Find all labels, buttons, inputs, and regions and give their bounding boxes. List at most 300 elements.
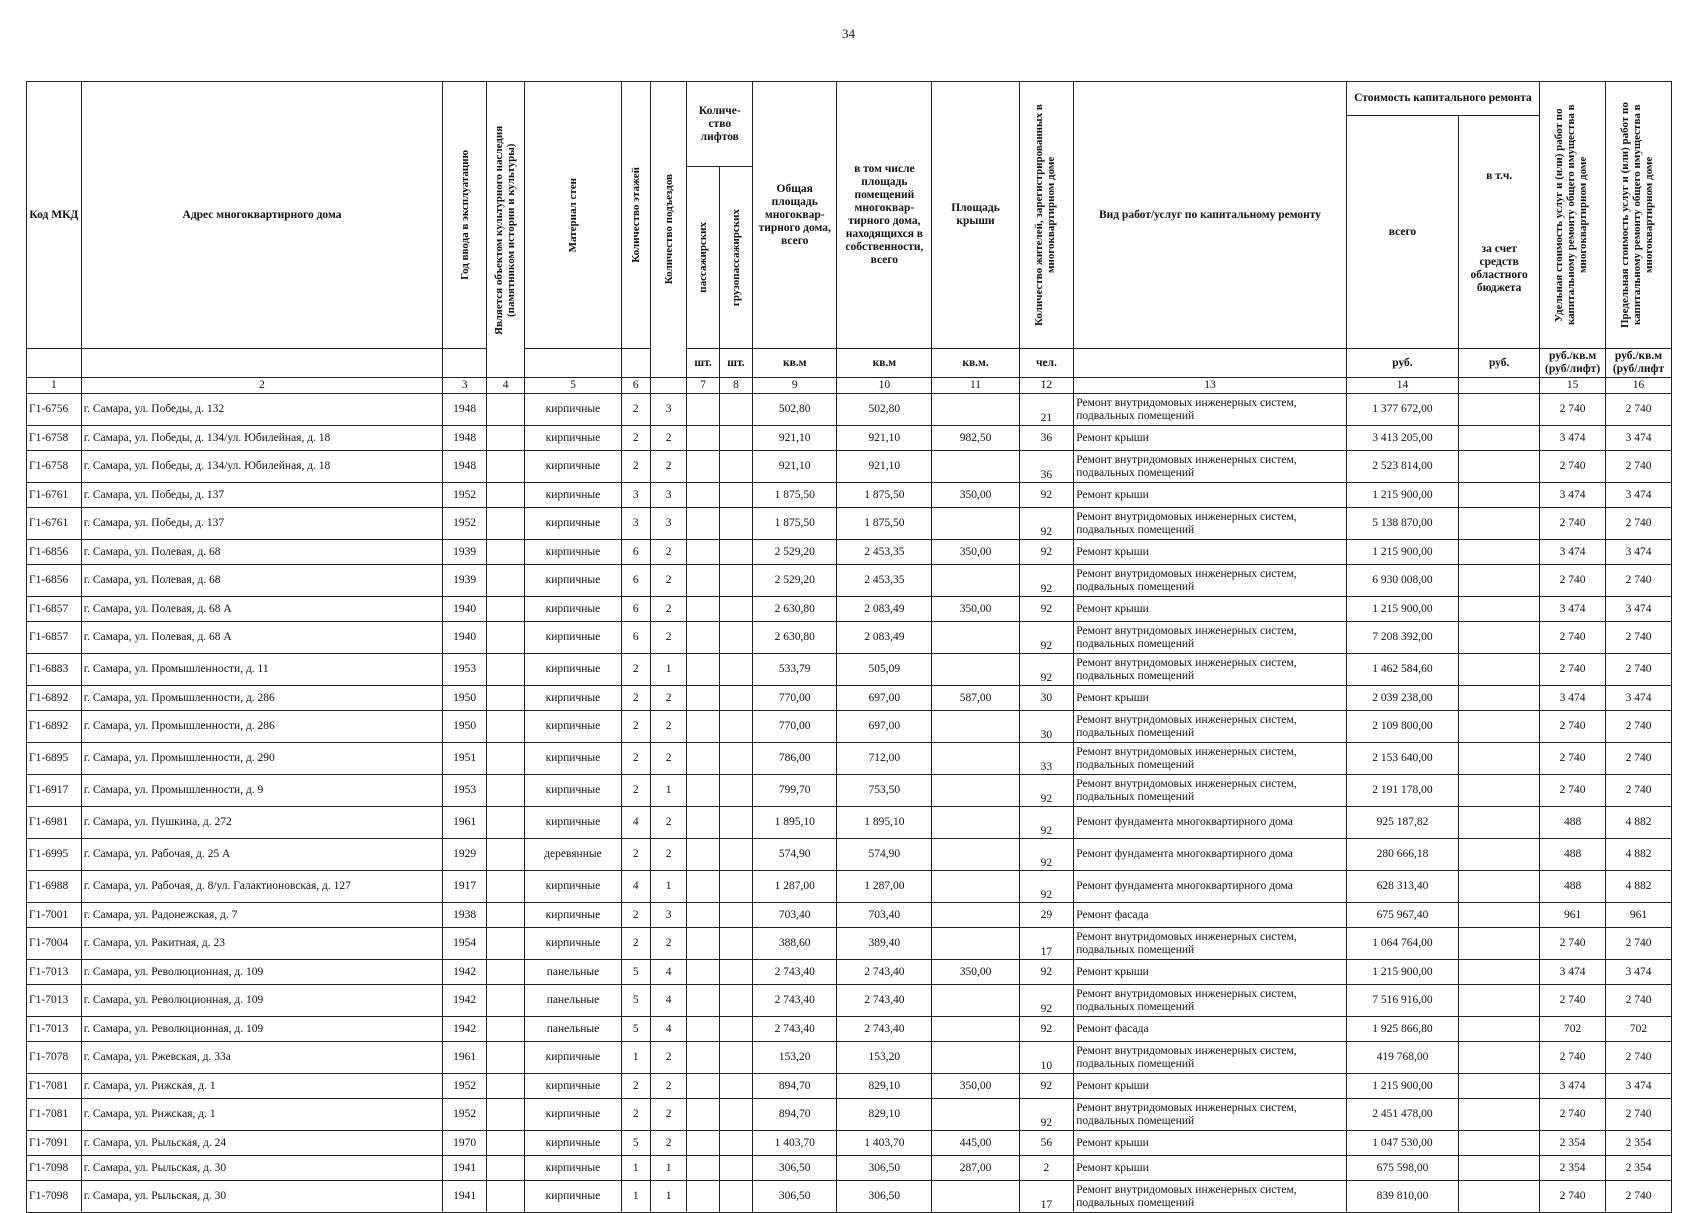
cell-code: Г1-6988 bbox=[27, 871, 82, 903]
cell-heritage bbox=[486, 1181, 524, 1213]
cell-cost-budget bbox=[1459, 960, 1540, 985]
cell-roof-area bbox=[932, 1099, 1019, 1131]
cell-area-owned: 2 743,40 bbox=[837, 1017, 932, 1042]
cell-cost-budget bbox=[1459, 903, 1540, 928]
unit-cost-total: руб. bbox=[1346, 349, 1458, 378]
table-row bbox=[27, 1099, 1672, 1131]
cell-year: 1953 bbox=[443, 775, 487, 807]
cell-heritage bbox=[486, 1017, 524, 1042]
cell-entrances: 2 bbox=[650, 839, 686, 871]
column-number bbox=[650, 378, 686, 394]
table-row bbox=[27, 394, 1672, 426]
cell-cost-total: 1 215 900,00 bbox=[1346, 960, 1458, 985]
cell-work-type: Ремонт фундамента многоквартирного дома bbox=[1074, 871, 1346, 903]
header-cost-incl: в т.ч. bbox=[1486, 169, 1513, 182]
cell-cost-budget bbox=[1459, 483, 1540, 508]
cell-area-owned: 1 875,50 bbox=[837, 483, 932, 508]
cell-lifts-cargo bbox=[719, 985, 752, 1017]
cell-floors: 2 bbox=[621, 903, 650, 928]
cell-unit-cost: 488 bbox=[1540, 839, 1606, 871]
cell-code: Г1-7081 bbox=[27, 1099, 82, 1131]
table-row bbox=[27, 743, 1672, 775]
cell-heritage bbox=[486, 565, 524, 597]
cell-limit-cost: 4 882 bbox=[1606, 839, 1672, 871]
table-row bbox=[27, 622, 1672, 654]
cell-residents: 21 bbox=[1019, 394, 1074, 426]
cell-unit-cost: 2 740 bbox=[1540, 743, 1606, 775]
cell-lifts-cargo bbox=[719, 686, 752, 711]
cell-entrances: 2 bbox=[650, 426, 686, 451]
cell-cost-budget bbox=[1459, 451, 1540, 483]
cell-residents: 92 bbox=[1019, 1074, 1074, 1099]
cell-residents: 30 bbox=[1019, 711, 1074, 743]
cell-year: 1961 bbox=[443, 1042, 487, 1074]
cell-unit-cost: 2 740 bbox=[1540, 565, 1606, 597]
cell-wall: кирпичные bbox=[525, 540, 621, 565]
cell-address: г. Самара, ул. Полевая, д. 68 bbox=[81, 540, 443, 565]
column-number bbox=[1459, 378, 1540, 394]
cell-residents: 2 bbox=[1019, 1156, 1074, 1181]
cell-cost-total: 6 930 008,00 bbox=[1346, 565, 1458, 597]
cell-lifts-pass bbox=[687, 622, 719, 654]
cell-heritage bbox=[486, 928, 524, 960]
cell-wall: кирпичные bbox=[525, 1131, 621, 1156]
column-number: 5 bbox=[525, 378, 621, 394]
cell-heritage bbox=[486, 483, 524, 508]
cell-cost-total: 419 768,00 bbox=[1346, 1042, 1458, 1074]
cell-cost-total: 628 313,40 bbox=[1346, 871, 1458, 903]
cell-entrances: 2 bbox=[650, 622, 686, 654]
cell-area-owned: 306,50 bbox=[837, 1156, 932, 1181]
cell-lifts-cargo bbox=[719, 1131, 752, 1156]
cell-work-type: Ремонт фундамента многоквартирного дома bbox=[1074, 839, 1346, 871]
cell-cost-total: 1 377 672,00 bbox=[1346, 394, 1458, 426]
cell-roof-area bbox=[932, 654, 1019, 686]
cell-work-type: Ремонт внутридомовых инженерных систем, подвальных помещений bbox=[1074, 1042, 1346, 1074]
unit-floors bbox=[621, 349, 650, 378]
cell-lifts-pass bbox=[687, 1074, 719, 1099]
column-number: 2 bbox=[81, 378, 443, 394]
cell-heritage bbox=[486, 1074, 524, 1099]
cell-roof-area bbox=[932, 1181, 1019, 1213]
cell-area-total: 2 743,40 bbox=[753, 960, 837, 985]
cell-area-owned: 389,40 bbox=[837, 928, 932, 960]
cell-entrances: 2 bbox=[650, 1099, 686, 1131]
cell-cost-total: 1 925 866,80 bbox=[1346, 1017, 1458, 1042]
cell-wall: кирпичные bbox=[525, 1042, 621, 1074]
cell-limit-cost: 702 bbox=[1606, 1017, 1672, 1042]
cell-floors: 2 bbox=[621, 394, 650, 426]
cell-limit-cost: 4 882 bbox=[1606, 871, 1672, 903]
cell-cost-budget bbox=[1459, 1042, 1540, 1074]
column-number: 4 bbox=[486, 378, 524, 394]
cell-lifts-cargo bbox=[719, 426, 752, 451]
cell-area-total: 894,70 bbox=[753, 1099, 837, 1131]
cell-code: Г1-7098 bbox=[27, 1181, 82, 1213]
header-cost-total: всего bbox=[1346, 116, 1458, 349]
unit-year bbox=[443, 349, 487, 378]
cell-area-total: 2 630,80 bbox=[753, 622, 837, 654]
cell-year: 1950 bbox=[443, 711, 487, 743]
cell-cost-total: 1 215 900,00 bbox=[1346, 483, 1458, 508]
cell-unit-cost: 961 bbox=[1540, 903, 1606, 928]
cell-lifts-pass bbox=[687, 985, 719, 1017]
cell-code: Г1-6895 bbox=[27, 743, 82, 775]
cell-code: Г1-7078 bbox=[27, 1042, 82, 1074]
cell-year: 1952 bbox=[443, 1099, 487, 1131]
header-cost: Стоимость капитального ремонта bbox=[1346, 82, 1539, 116]
cell-roof-area bbox=[932, 871, 1019, 903]
cell-lifts-pass bbox=[687, 483, 719, 508]
cell-entrances: 2 bbox=[650, 1074, 686, 1099]
cell-roof-area bbox=[932, 1017, 1019, 1042]
cell-residents: 92 bbox=[1019, 985, 1074, 1017]
cell-lifts-pass bbox=[687, 508, 719, 540]
cell-address: г. Самара, ул. Промышленности, д. 11 bbox=[81, 654, 443, 686]
cell-limit-cost: 2 740 bbox=[1606, 451, 1672, 483]
cell-floors: 2 bbox=[621, 1099, 650, 1131]
cell-roof-area: 287,00 bbox=[932, 1156, 1019, 1181]
cell-wall: кирпичные bbox=[525, 508, 621, 540]
cell-residents: 36 bbox=[1019, 426, 1074, 451]
cell-lifts-pass bbox=[687, 807, 719, 839]
cell-entrances: 2 bbox=[650, 686, 686, 711]
cell-lifts-pass bbox=[687, 1042, 719, 1074]
cell-roof-area: 350,00 bbox=[932, 540, 1019, 565]
cell-heritage bbox=[486, 451, 524, 483]
cell-floors: 2 bbox=[621, 928, 650, 960]
cell-lifts-cargo bbox=[719, 743, 752, 775]
column-number: 13 bbox=[1074, 378, 1346, 394]
cell-address: г. Самара, ул. Победы, д. 132 bbox=[81, 394, 443, 426]
cell-lifts-pass bbox=[687, 1181, 719, 1213]
cell-heritage bbox=[486, 1131, 524, 1156]
cell-year: 1970 bbox=[443, 1131, 487, 1156]
cell-limit-cost: 2 740 bbox=[1606, 985, 1672, 1017]
cell-area-total: 306,50 bbox=[753, 1156, 837, 1181]
cell-wall: кирпичные bbox=[525, 654, 621, 686]
cell-wall: кирпичные bbox=[525, 903, 621, 928]
cell-lifts-pass bbox=[687, 394, 719, 426]
cell-limit-cost: 2 740 bbox=[1606, 654, 1672, 686]
unit-cost-budget: руб. bbox=[1459, 349, 1540, 378]
cell-lifts-pass bbox=[687, 903, 719, 928]
cell-floors: 1 bbox=[621, 1181, 650, 1213]
cell-lifts-cargo bbox=[719, 1017, 752, 1042]
table-row bbox=[27, 451, 1672, 483]
cell-code: Г1-7091 bbox=[27, 1131, 82, 1156]
cell-floors: 6 bbox=[621, 597, 650, 622]
cell-wall: кирпичные bbox=[525, 426, 621, 451]
column-number: 6 bbox=[621, 378, 650, 394]
cell-work-type: Ремонт внутридомовых инженерных систем, подвальных помещений bbox=[1074, 394, 1346, 426]
header-floors: Количество этажей bbox=[629, 167, 642, 263]
cell-entrances: 1 bbox=[650, 654, 686, 686]
cell-cost-total: 1 215 900,00 bbox=[1346, 1074, 1458, 1099]
cell-unit-cost: 702 bbox=[1540, 1017, 1606, 1042]
cell-address: г. Самара, ул. Рыльская, д. 30 bbox=[81, 1156, 443, 1181]
cell-wall: кирпичные bbox=[525, 711, 621, 743]
cell-entrances: 2 bbox=[650, 711, 686, 743]
cell-floors: 3 bbox=[621, 508, 650, 540]
cell-entrances: 4 bbox=[650, 1017, 686, 1042]
cell-unit-cost: 2 740 bbox=[1540, 711, 1606, 743]
cell-work-type: Ремонт фасада bbox=[1074, 1017, 1346, 1042]
cell-unit-cost: 3 474 bbox=[1540, 426, 1606, 451]
cell-lifts-pass bbox=[687, 426, 719, 451]
cell-entrances: 2 bbox=[650, 1042, 686, 1074]
table-row bbox=[27, 597, 1672, 622]
cell-entrances: 2 bbox=[650, 540, 686, 565]
cell-area-owned: 712,00 bbox=[837, 743, 932, 775]
cell-roof-area bbox=[932, 394, 1019, 426]
cell-cost-budget bbox=[1459, 597, 1540, 622]
cell-roof-area bbox=[932, 565, 1019, 597]
cell-address: г. Самара, ул. Победы, д. 137 bbox=[81, 483, 443, 508]
cell-lifts-cargo bbox=[719, 839, 752, 871]
cell-limit-cost: 2 740 bbox=[1606, 622, 1672, 654]
cell-area-total: 502,80 bbox=[753, 394, 837, 426]
cell-cost-total: 280 666,18 bbox=[1346, 839, 1458, 871]
cell-limit-cost: 3 474 bbox=[1606, 686, 1672, 711]
cell-floors: 2 bbox=[621, 654, 650, 686]
cell-area-owned: 1 403,70 bbox=[837, 1131, 932, 1156]
cell-area-owned: 2 743,40 bbox=[837, 985, 932, 1017]
cell-floors: 6 bbox=[621, 565, 650, 597]
cell-lifts-cargo bbox=[719, 903, 752, 928]
header-lifts-pass: пассажирских bbox=[697, 222, 710, 293]
cell-lifts-cargo bbox=[719, 451, 752, 483]
cell-roof-area: 982,50 bbox=[932, 426, 1019, 451]
cell-wall: кирпичные bbox=[525, 483, 621, 508]
cell-roof-area bbox=[932, 508, 1019, 540]
cell-floors: 2 bbox=[621, 686, 650, 711]
cell-work-type: Ремонт внутридомовых инженерных систем, подвальных помещений bbox=[1074, 711, 1346, 743]
cell-limit-cost: 3 474 bbox=[1606, 960, 1672, 985]
cell-year: 1953 bbox=[443, 654, 487, 686]
cell-floors: 6 bbox=[621, 622, 650, 654]
cell-year: 1952 bbox=[443, 1074, 487, 1099]
cell-cost-budget bbox=[1459, 426, 1540, 451]
cell-cost-total: 675 598,00 bbox=[1346, 1156, 1458, 1181]
cell-area-owned: 2 453,35 bbox=[837, 565, 932, 597]
cell-year: 1939 bbox=[443, 565, 487, 597]
column-number: 16 bbox=[1606, 378, 1672, 394]
cell-work-type: Ремонт внутридомовых инженерных систем, подвальных помещений bbox=[1074, 743, 1346, 775]
cell-work-type: Ремонт крыши bbox=[1074, 540, 1346, 565]
cell-residents: 17 bbox=[1019, 928, 1074, 960]
cell-heritage bbox=[486, 743, 524, 775]
cell-unit-cost: 3 474 bbox=[1540, 597, 1606, 622]
unit-code bbox=[27, 349, 82, 378]
cell-residents: 33 bbox=[1019, 743, 1074, 775]
cell-work-type: Ремонт фасада bbox=[1074, 903, 1346, 928]
cell-address: г. Самара, ул. Промышленности, д. 290 bbox=[81, 743, 443, 775]
cell-roof-area bbox=[932, 1042, 1019, 1074]
cell-cost-budget bbox=[1459, 654, 1540, 686]
cell-unit-cost: 2 740 bbox=[1540, 654, 1606, 686]
cell-residents: 92 bbox=[1019, 871, 1074, 903]
cell-area-owned: 697,00 bbox=[837, 686, 932, 711]
cell-floors: 3 bbox=[621, 483, 650, 508]
cell-limit-cost: 2 740 bbox=[1606, 775, 1672, 807]
cell-unit-cost: 488 bbox=[1540, 871, 1606, 903]
cell-area-total: 533,79 bbox=[753, 654, 837, 686]
cell-cost-budget bbox=[1459, 928, 1540, 960]
cell-work-type: Ремонт внутридомовых инженерных систем, подвальных помещений bbox=[1074, 508, 1346, 540]
cell-lifts-pass bbox=[687, 1131, 719, 1156]
cell-area-owned: 2 453,35 bbox=[837, 540, 932, 565]
cell-roof-area bbox=[932, 451, 1019, 483]
cell-wall: кирпичные bbox=[525, 1181, 621, 1213]
column-number: 3 bbox=[443, 378, 487, 394]
unit-roof-area: кв.м. bbox=[932, 349, 1019, 378]
cell-unit-cost: 2 740 bbox=[1540, 451, 1606, 483]
cell-heritage bbox=[486, 960, 524, 985]
cell-code: Г1-7098 bbox=[27, 1156, 82, 1181]
cell-cost-budget bbox=[1459, 1017, 1540, 1042]
cell-limit-cost: 2 740 bbox=[1606, 1042, 1672, 1074]
cell-residents: 36 bbox=[1019, 451, 1074, 483]
cell-wall: кирпичные bbox=[525, 597, 621, 622]
cell-address: г. Самара, ул. Победы, д. 137 bbox=[81, 508, 443, 540]
cell-year: 1950 bbox=[443, 686, 487, 711]
cell-code: Г1-6981 bbox=[27, 807, 82, 839]
cell-cost-total: 5 138 870,00 bbox=[1346, 508, 1458, 540]
cell-limit-cost: 2 740 bbox=[1606, 508, 1672, 540]
cell-cost-total: 2 109 800,00 bbox=[1346, 711, 1458, 743]
cell-address: г. Самара, ул. Промышленности, д. 286 bbox=[81, 686, 443, 711]
cell-address: г. Самара, ул. Революционная, д. 109 bbox=[81, 985, 443, 1017]
cell-year: 1948 bbox=[443, 426, 487, 451]
cell-heritage bbox=[486, 394, 524, 426]
cell-work-type: Ремонт внутридомовых инженерных систем, подвальных помещений bbox=[1074, 451, 1346, 483]
cell-wall: кирпичные bbox=[525, 622, 621, 654]
cell-entrances: 2 bbox=[650, 928, 686, 960]
cell-entrances: 1 bbox=[650, 1181, 686, 1213]
table-body bbox=[27, 394, 1672, 1213]
header-unit-cost: Удельная стоимость услуг и (или) работ по капитальному ремонту общего имущества в многоквартирном доме bbox=[1552, 104, 1589, 326]
cell-address: г. Самара, ул. Промышленности, д. 286 bbox=[81, 711, 443, 743]
cell-lifts-cargo bbox=[719, 775, 752, 807]
cell-cost-total: 1 462 584,60 bbox=[1346, 654, 1458, 686]
cell-code: Г1-6856 bbox=[27, 565, 82, 597]
cell-lifts-cargo bbox=[719, 711, 752, 743]
cell-floors: 2 bbox=[621, 839, 650, 871]
column-number: 9 bbox=[753, 378, 837, 394]
cell-year: 1940 bbox=[443, 597, 487, 622]
cell-unit-cost: 3 474 bbox=[1540, 1074, 1606, 1099]
cell-work-type: Ремонт крыши bbox=[1074, 426, 1346, 451]
cell-address: г. Самара, ул. Рижская, д. 1 bbox=[81, 1074, 443, 1099]
cell-lifts-pass bbox=[687, 1099, 719, 1131]
cell-cost-budget bbox=[1459, 1131, 1540, 1156]
cell-heritage bbox=[486, 903, 524, 928]
cell-area-owned: 1 287,00 bbox=[837, 871, 932, 903]
cell-cost-total: 839 810,00 bbox=[1346, 1181, 1458, 1213]
cell-lifts-cargo bbox=[719, 1156, 752, 1181]
unit-area-total: кв.м bbox=[753, 349, 837, 378]
cell-lifts-pass bbox=[687, 451, 719, 483]
cell-unit-cost: 2 740 bbox=[1540, 1099, 1606, 1131]
cell-unit-cost: 2 354 bbox=[1540, 1131, 1606, 1156]
cell-cost-budget bbox=[1459, 508, 1540, 540]
cell-unit-cost: 2 354 bbox=[1540, 1156, 1606, 1181]
cell-cost-budget bbox=[1459, 565, 1540, 597]
cell-area-owned: 703,40 bbox=[837, 903, 932, 928]
cell-lifts-pass bbox=[687, 597, 719, 622]
cell-floors: 5 bbox=[621, 960, 650, 985]
page-number: 34 bbox=[842, 26, 855, 41]
cell-year: 1941 bbox=[443, 1156, 487, 1181]
cell-wall: кирпичные bbox=[525, 807, 621, 839]
cell-area-owned: 1 895,10 bbox=[837, 807, 932, 839]
cell-floors: 5 bbox=[621, 985, 650, 1017]
cell-roof-area: 350,00 bbox=[932, 597, 1019, 622]
cell-code: Г1-6892 bbox=[27, 686, 82, 711]
cell-cost-total: 2 153 640,00 bbox=[1346, 743, 1458, 775]
cell-entrances: 2 bbox=[650, 565, 686, 597]
cell-code: Г1-6758 bbox=[27, 426, 82, 451]
cell-residents: 92 bbox=[1019, 654, 1074, 686]
cell-area-total: 153,20 bbox=[753, 1042, 837, 1074]
cell-wall: панельные bbox=[525, 960, 621, 985]
cell-wall: кирпичные bbox=[525, 1099, 621, 1131]
cell-address: г. Самара, ул. Ржевская, д. 33а bbox=[81, 1042, 443, 1074]
cell-heritage bbox=[486, 426, 524, 451]
cell-year: 1942 bbox=[443, 985, 487, 1017]
cell-limit-cost: 2 740 bbox=[1606, 711, 1672, 743]
cell-lifts-pass bbox=[687, 1156, 719, 1181]
cell-lifts-pass bbox=[687, 654, 719, 686]
cell-lifts-pass bbox=[687, 928, 719, 960]
cell-roof-area bbox=[932, 711, 1019, 743]
cell-residents: 92 bbox=[1019, 960, 1074, 985]
cell-lifts-cargo bbox=[719, 654, 752, 686]
cell-roof-area: 350,00 bbox=[932, 483, 1019, 508]
cell-wall: кирпичные bbox=[525, 394, 621, 426]
cell-lifts-cargo bbox=[719, 508, 752, 540]
cell-area-total: 921,10 bbox=[753, 451, 837, 483]
cell-area-owned: 574,90 bbox=[837, 839, 932, 871]
cell-area-owned: 829,10 bbox=[837, 1074, 932, 1099]
cell-floors: 5 bbox=[621, 1131, 650, 1156]
table-row bbox=[27, 1156, 1672, 1181]
table-row bbox=[27, 711, 1672, 743]
cell-heritage bbox=[486, 540, 524, 565]
cell-cost-total: 7 208 392,00 bbox=[1346, 622, 1458, 654]
cell-floors: 2 bbox=[621, 775, 650, 807]
cell-unit-cost: 3 474 bbox=[1540, 483, 1606, 508]
cell-work-type: Ремонт крыши bbox=[1074, 483, 1346, 508]
cell-lifts-cargo bbox=[719, 807, 752, 839]
column-number: 7 bbox=[687, 378, 719, 394]
cell-work-type: Ремонт внутридомовых инженерных систем, подвальных помещений bbox=[1074, 1181, 1346, 1213]
cell-floors: 2 bbox=[621, 711, 650, 743]
cell-heritage bbox=[486, 597, 524, 622]
cell-heritage bbox=[486, 508, 524, 540]
cell-wall: кирпичные bbox=[525, 686, 621, 711]
cell-residents: 92 bbox=[1019, 483, 1074, 508]
unit-work-type bbox=[1074, 349, 1346, 378]
cell-lifts-cargo bbox=[719, 960, 752, 985]
cell-floors: 1 bbox=[621, 1042, 650, 1074]
cell-lifts-cargo bbox=[719, 928, 752, 960]
cell-unit-cost: 2 740 bbox=[1540, 775, 1606, 807]
cell-cost-budget bbox=[1459, 394, 1540, 426]
cell-year: 1948 bbox=[443, 451, 487, 483]
cell-cost-budget bbox=[1459, 1074, 1540, 1099]
